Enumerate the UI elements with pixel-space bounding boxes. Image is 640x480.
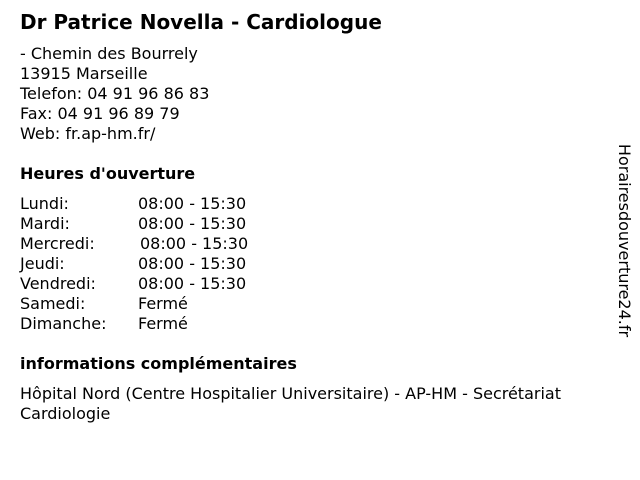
- day-label: Lundi:: [20, 194, 69, 213]
- website: Web: fr.ap-hm.fr/: [20, 124, 156, 143]
- day-label: Vendredi:: [20, 274, 96, 293]
- hours-value: Fermé: [138, 294, 188, 313]
- day-label: Samedi:: [20, 294, 86, 313]
- phone-number: Telefon: 04 91 96 86 83: [20, 84, 210, 103]
- hours-value: 08:00 - 15:30: [140, 234, 249, 253]
- day-label: Jeudi:: [20, 254, 65, 273]
- page-title: Dr Patrice Novella - Cardiologue: [20, 10, 382, 34]
- day-label: Mardi:: [20, 214, 70, 233]
- watermark-text: Horairesdouverture24.fr: [615, 143, 635, 337]
- hours-value: 08:00 - 15:30: [138, 274, 247, 293]
- hours-value: Fermé: [138, 314, 188, 333]
- fax-number: Fax: 04 91 96 89 79: [20, 104, 180, 123]
- watermark: [610, 135, 640, 345]
- city: 13915 Marseille: [20, 64, 148, 83]
- opening-hours-heading: Heures d'ouverture: [20, 164, 196, 183]
- additional-info-heading: informations complémentaires: [20, 354, 297, 373]
- hours-value: 08:00 - 15:30: [138, 214, 247, 233]
- day-label: Mercredi:: [20, 234, 95, 253]
- hours-value: 08:00 - 15:30: [138, 254, 247, 273]
- day-label: Dimanche:: [20, 314, 107, 333]
- street-address: - Chemin des Bourrely: [20, 44, 198, 63]
- additional-info-text: Hôpital Nord (Centre Hospitalier Universitaire) - AP-HM - Secrétariat Cardiologie: [20, 384, 561, 423]
- hours-value: 08:00 - 15:30: [138, 194, 247, 213]
- address-block: [20, 44, 209, 144]
